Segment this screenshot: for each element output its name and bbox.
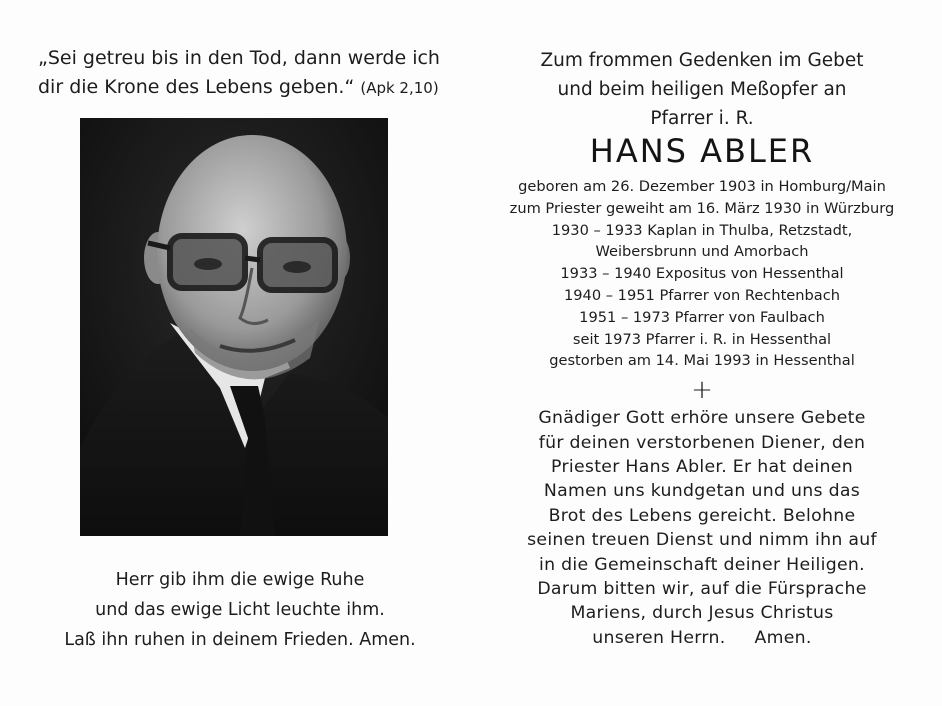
prayer-line: Mariens, durch Jesus Christus xyxy=(570,603,834,624)
portrait-photo xyxy=(80,118,388,536)
rest-prayer-line: und das ewige Licht leuchte ihm. xyxy=(95,600,385,620)
prayer-line: für deinen verstorbenen Diener, den xyxy=(538,432,866,453)
prayer-line: Brot des Lebens gereicht. Belohne xyxy=(548,505,856,526)
bio-line: 1940 – 1951 Pfarrer von Rechtenbach xyxy=(563,286,841,304)
intro xyxy=(498,46,906,104)
prayer-line: Darum bitten wir, auf die Fürsprache xyxy=(537,579,867,600)
rank-title: Pfarrer i. R. xyxy=(650,108,754,129)
bio-line: 1930 – 1933 Kaplan in Thulba, Retzstadt, xyxy=(551,221,853,239)
quote-reference: (Apk 2,10) xyxy=(360,79,439,97)
bio-line: Weibersbrunn und Amorbach xyxy=(595,243,809,261)
rest-prayer-line: Herr gib ihm die ewige Ruhe xyxy=(115,570,365,590)
quote-line-2 xyxy=(38,73,438,103)
cross-icon: + xyxy=(691,375,713,406)
prayer-line: Gnädiger Gott erhöre unsere Gebete xyxy=(538,408,866,429)
intro-line: Zum frommen Gedenken im Gebet xyxy=(540,50,864,71)
bible-quote xyxy=(38,44,438,103)
prayer-line: in die Gemeinschaft deiner Heiligen. xyxy=(539,554,865,575)
portrait-illustration xyxy=(80,118,388,536)
rest-prayer-line: Laß ihn ruhen in deinem Frieden. Amen. xyxy=(64,630,416,650)
memorial-text xyxy=(498,46,906,650)
prayer-line: Priester Hans Abler. Er hat deinen xyxy=(551,456,853,477)
bio-line: geboren am 26. Dezember 1903 in Homburg/Main xyxy=(518,178,886,195)
bio-line: gestorben am 14. Mai 1993 in Hessenthal xyxy=(549,352,855,370)
deceased-name: HANS ABLER xyxy=(589,132,815,170)
prayer-line: unseren Herrn. Amen. xyxy=(592,627,812,648)
prayer-line: Namen uns kundgetan und uns das xyxy=(543,481,861,502)
quote-line-2-text: dir die Krone des Lebens geben.“ xyxy=(38,76,355,98)
bio-line: 1951 – 1973 Pfarrer von Faulbach xyxy=(579,308,825,326)
bio-line: 1933 – 1940 Expositus von Hessenthal xyxy=(560,265,844,283)
intercession-prayer xyxy=(498,406,906,650)
rest-prayer xyxy=(40,565,440,655)
biography xyxy=(498,176,906,372)
bio-line: zum Priester geweiht am 16. März 1930 in Würzburg xyxy=(509,199,895,217)
intro-line: und beim heiligen Meßopfer an xyxy=(557,79,847,100)
prayer-line: seinen treuen Dienst und nimm ihn auf xyxy=(527,530,877,551)
bio-line: seit 1973 Pfarrer i. R. in Hessenthal xyxy=(572,330,832,348)
quote-line-1: „Sei getreu bis in den Tod, dann werde ich xyxy=(38,47,440,69)
